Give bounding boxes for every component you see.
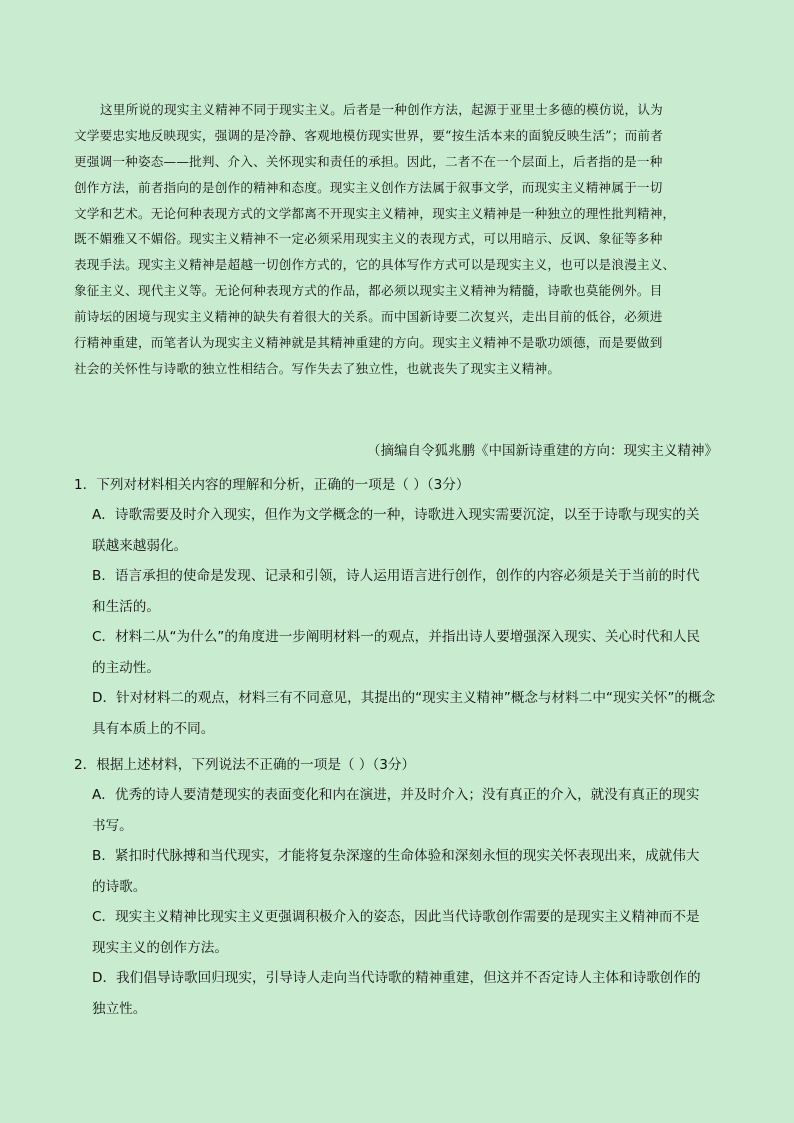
option-text-cont: 独立性。 [92,1001,147,1017]
option-text: C．现实主义精神比现实主义更强调积极介入的姿态，因此当代诗歌创作需要的是现实主义精神而不是 [92,909,700,925]
passage-line: 这里所说的现实主义精神不同于现实主义。后者是一种创作方法，起源于亚里士多德的模仿说，认为 [100,102,663,117]
option-a [74,784,724,837]
passage-line: 文学要忠实地反映现实，强调的是冷静、客观地模仿现实世界，要“按生活本来的面貌反映生活”；而前者 [74,127,663,143]
passage-line: 行精神重建，而笔者认为现实主义精神就是其精神重建的方向。现实主义精神不是歌功颂德，而是要做到 [74,335,663,351]
option-text-cont: 联越来越弱化。 [92,538,188,554]
option-text: A．诗歌需要及时介入现实，但作为文学概念的一种，诗歌进入现实需要沉淀，以至于诗歌与现实的关 [92,507,700,523]
question-stem: 2．根据上述材料，下列说法不正确的一项是（ ）（3分） [74,757,416,773]
passage-line: 创作方法，前者指向的是创作的精神和态度。现实主义创作方法属于叙事文学，而现实主义精神属于一切 [74,179,663,195]
option-text: A．优秀的诗人要清楚现实的表面变化和内在演进，并及时介入；没有真正的介入，就没有真正的现实 [92,787,700,803]
passage-line: 前诗坛的困境与现实主义精神的缺失有着很大的关系。而中国新诗要二次复兴，走出目前的低谷，必须进 [74,309,663,325]
passage-line: 既不媚雅又不媚俗。现实主义精神不一定必须采用现实主义的表现方式，可以用暗示、反讽、象征等多种 [74,231,663,247]
passage-line: 社会的关怀性与诗歌的独立性相结合。写作失去了独立性，也就丧失了现实主义精神。 [74,360,561,376]
passage-line: 文学和艺术。无论何种表现方式的文学都离不开现实主义精神，现实主义精神是一种独立的理性批判精神， [74,205,676,221]
option-c [74,626,724,679]
option-text-cont: 具有本质上的不同。 [92,721,215,737]
option-c [74,906,724,959]
option-b [74,565,724,618]
option-text-cont: 现实主义的创作方法。 [92,940,228,956]
passage-line: 象征主义、现代主义等。无论何种表现方式的作品，都必须以现实主义精神为精髓，诗歌也莫能例外。目 [74,283,663,299]
option-text: D．针对材料二的观点，材料三有不同意见，其提出的“现实主义精神”概念与材料二中“现实关怀”的概念 [92,690,716,706]
reading-passage [74,97,720,382]
option-text: D．我们倡导诗歌回归现实，引导诗人走向当代诗歌的精神重建，但这并不否定诗人主体和诗歌创作的 [92,970,701,986]
option-text-cont: 的主动性。 [92,660,160,676]
option-text-cont: 的诗歌。 [92,879,147,895]
option-b [74,845,724,898]
option-d [74,687,724,740]
option-text: C．材料二从“为什么”的角度进一步阐明材料一的观点，并指出诗人要增强深入现实、关心时代和人民 [92,629,701,645]
question-1 [74,474,724,740]
passage-line: 表现手法。现实主义精神是超越一切创作方式的，它的具体写作方式可以是现实主义，也可以是浪漫主义、 [74,257,676,273]
option-a [74,504,724,557]
option-text: B．语言承担的使命是发现、记录和引领，诗人运用语言进行创作，创作的内容必须是关于当前的时代 [92,568,700,584]
question-stem: 1．下列对材料相关内容的理解和分析，正确的一项是（ ）（3分） [74,477,470,493]
passage-line: 更强调一种姿态——批判、介入、关怀现实和责任的承担。因此，二者不在一个层面上，后者指的是一种 [74,153,663,169]
option-text-cont: 和生活的。 [92,599,160,615]
option-text-cont: 书写。 [92,818,133,834]
question-2 [74,754,724,1020]
option-d [74,967,724,1020]
option-text: B．紧扣时代脉搏和当代现实，才能将复杂深邃的生命体验和深刻永恒的现实关怀表现出来，成就伟大 [92,848,700,864]
passage-source: （摘编自令狐兆鹏《中国新诗重建的方向：现实主义精神》 [367,443,718,459]
